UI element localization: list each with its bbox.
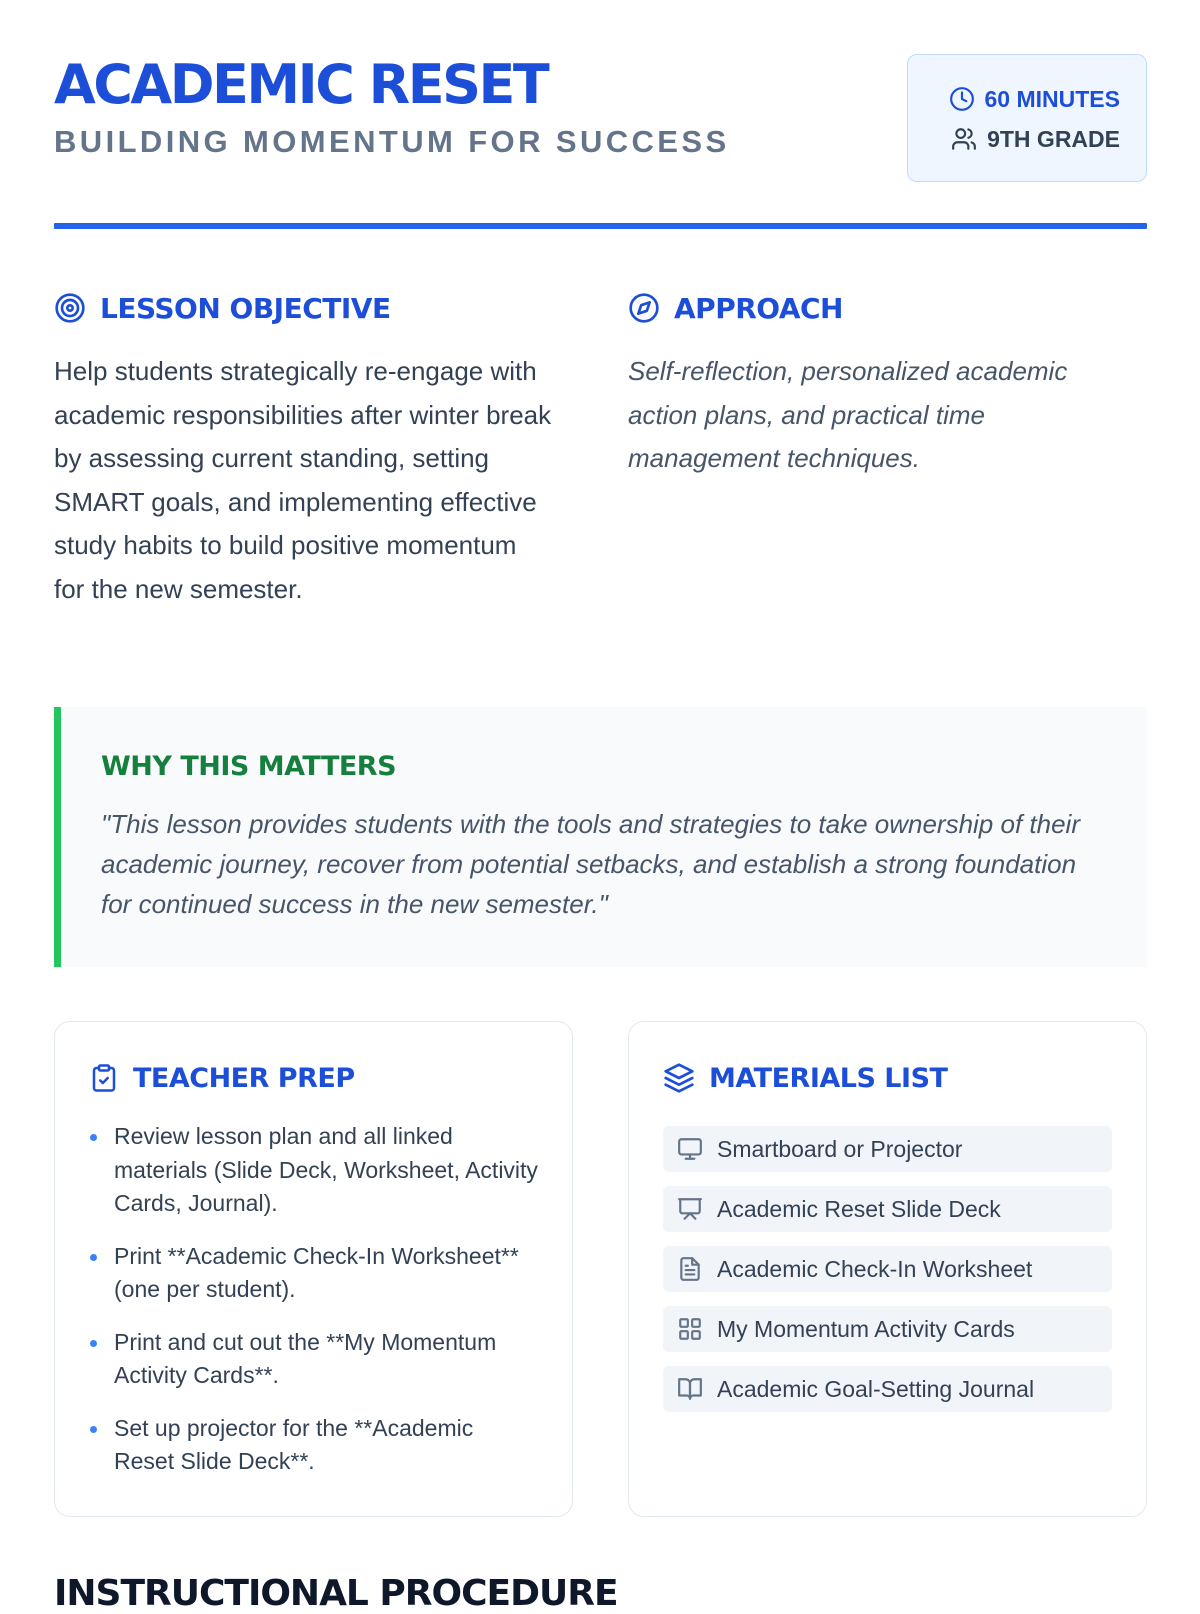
duration-text: 60 MINUTES	[984, 85, 1120, 112]
layers-icon	[663, 1062, 695, 1094]
why-this-matters-quote: "This lesson provides students with the tools and strategies to take ownership of their academic journey, recover from potential setbacks, and establish a strong foundation for continued success in the new semester."	[101, 809, 1080, 919]
objective-approach-section	[54, 230, 1147, 660]
materials-list-title: MATERIALS LIST	[709, 1062, 948, 1094]
page-title: ACADEMIC RESET	[54, 53, 548, 116]
users-icon	[951, 126, 977, 152]
presentation-icon	[677, 1196, 703, 1222]
list-item: Print **Academic Check-In Worksheet** (one per student).	[89, 1240, 538, 1307]
material-label: Academic Reset Slide Deck	[717, 1195, 1001, 1222]
compass-icon	[628, 292, 660, 324]
clock-icon	[949, 86, 975, 112]
material-label: Academic Check-In Worksheet	[717, 1255, 1033, 1282]
material-label: Academic Goal-Setting Journal	[717, 1375, 1035, 1402]
materials-list-card	[628, 1021, 1147, 1517]
why-this-matters-callout	[54, 707, 1147, 967]
list-item: Set up projector for the **Academic Reset Slide Deck**.	[89, 1412, 538, 1479]
lesson-objective	[54, 288, 554, 611]
lesson-objective-heading	[54, 288, 554, 328]
approach-heading	[628, 288, 1128, 328]
lesson-objective-title: LESSON OBJECTIVE	[100, 291, 391, 325]
instructional-procedure-heading: INSTRUCTIONAL PROCEDURE	[54, 1573, 618, 1614]
grid-icon	[677, 1316, 703, 1342]
why-this-matters-heading: WHY THIS MATTERS	[101, 751, 397, 782]
grade-row	[908, 121, 1120, 157]
teacher-prep-heading	[89, 1058, 538, 1098]
list-item: Review lesson plan and all linked materials (Slide Deck, Worksheet, Activity Cards, Journal).	[89, 1120, 538, 1221]
duration-row	[908, 81, 1120, 117]
header-divider	[54, 223, 1147, 229]
approach-title: APPROACH	[674, 291, 843, 325]
file-text-icon	[677, 1256, 703, 1282]
grade-text: 9TH GRADE	[987, 125, 1120, 152]
teacher-prep-list	[89, 1120, 538, 1479]
lesson-meta-box	[907, 54, 1147, 182]
material-label: My Momentum Activity Cards	[717, 1315, 1015, 1342]
approach	[628, 288, 1128, 481]
monitor-icon	[677, 1136, 703, 1162]
material-item-slide-deck	[663, 1186, 1112, 1232]
list-item: Print and cut out the **My Momentum Activity Cards**.	[89, 1326, 538, 1393]
teacher-prep-title: TEACHER PREP	[133, 1062, 355, 1094]
target-icon	[54, 292, 86, 324]
lesson-objective-text: Help students strategically re-engage with academic responsibilities after winter break by assessing current standing, setting SMART goals, and implementing effective study habits to build positive momentum for the new semester.	[54, 356, 552, 604]
book-open-icon	[677, 1376, 703, 1402]
material-label: Smartboard or Projector	[717, 1135, 963, 1162]
material-item-worksheet	[663, 1246, 1112, 1292]
materials-list	[663, 1126, 1112, 1412]
clipboard-check-icon	[89, 1063, 119, 1093]
approach-text: Self-reflection, personalized academic action plans, and practical time management techniques.	[628, 356, 1068, 473]
materials-list-heading	[663, 1058, 1112, 1098]
material-item-journal	[663, 1366, 1112, 1412]
page-subtitle: BUILDING MOMENTUM FOR SUCCESS	[54, 124, 730, 159]
teacher-prep-card	[54, 1021, 573, 1517]
material-item-activity-cards	[663, 1306, 1112, 1352]
header	[54, 0, 1147, 230]
lesson-plan-page	[54, 0, 1147, 1614]
material-item-projector	[663, 1126, 1112, 1172]
